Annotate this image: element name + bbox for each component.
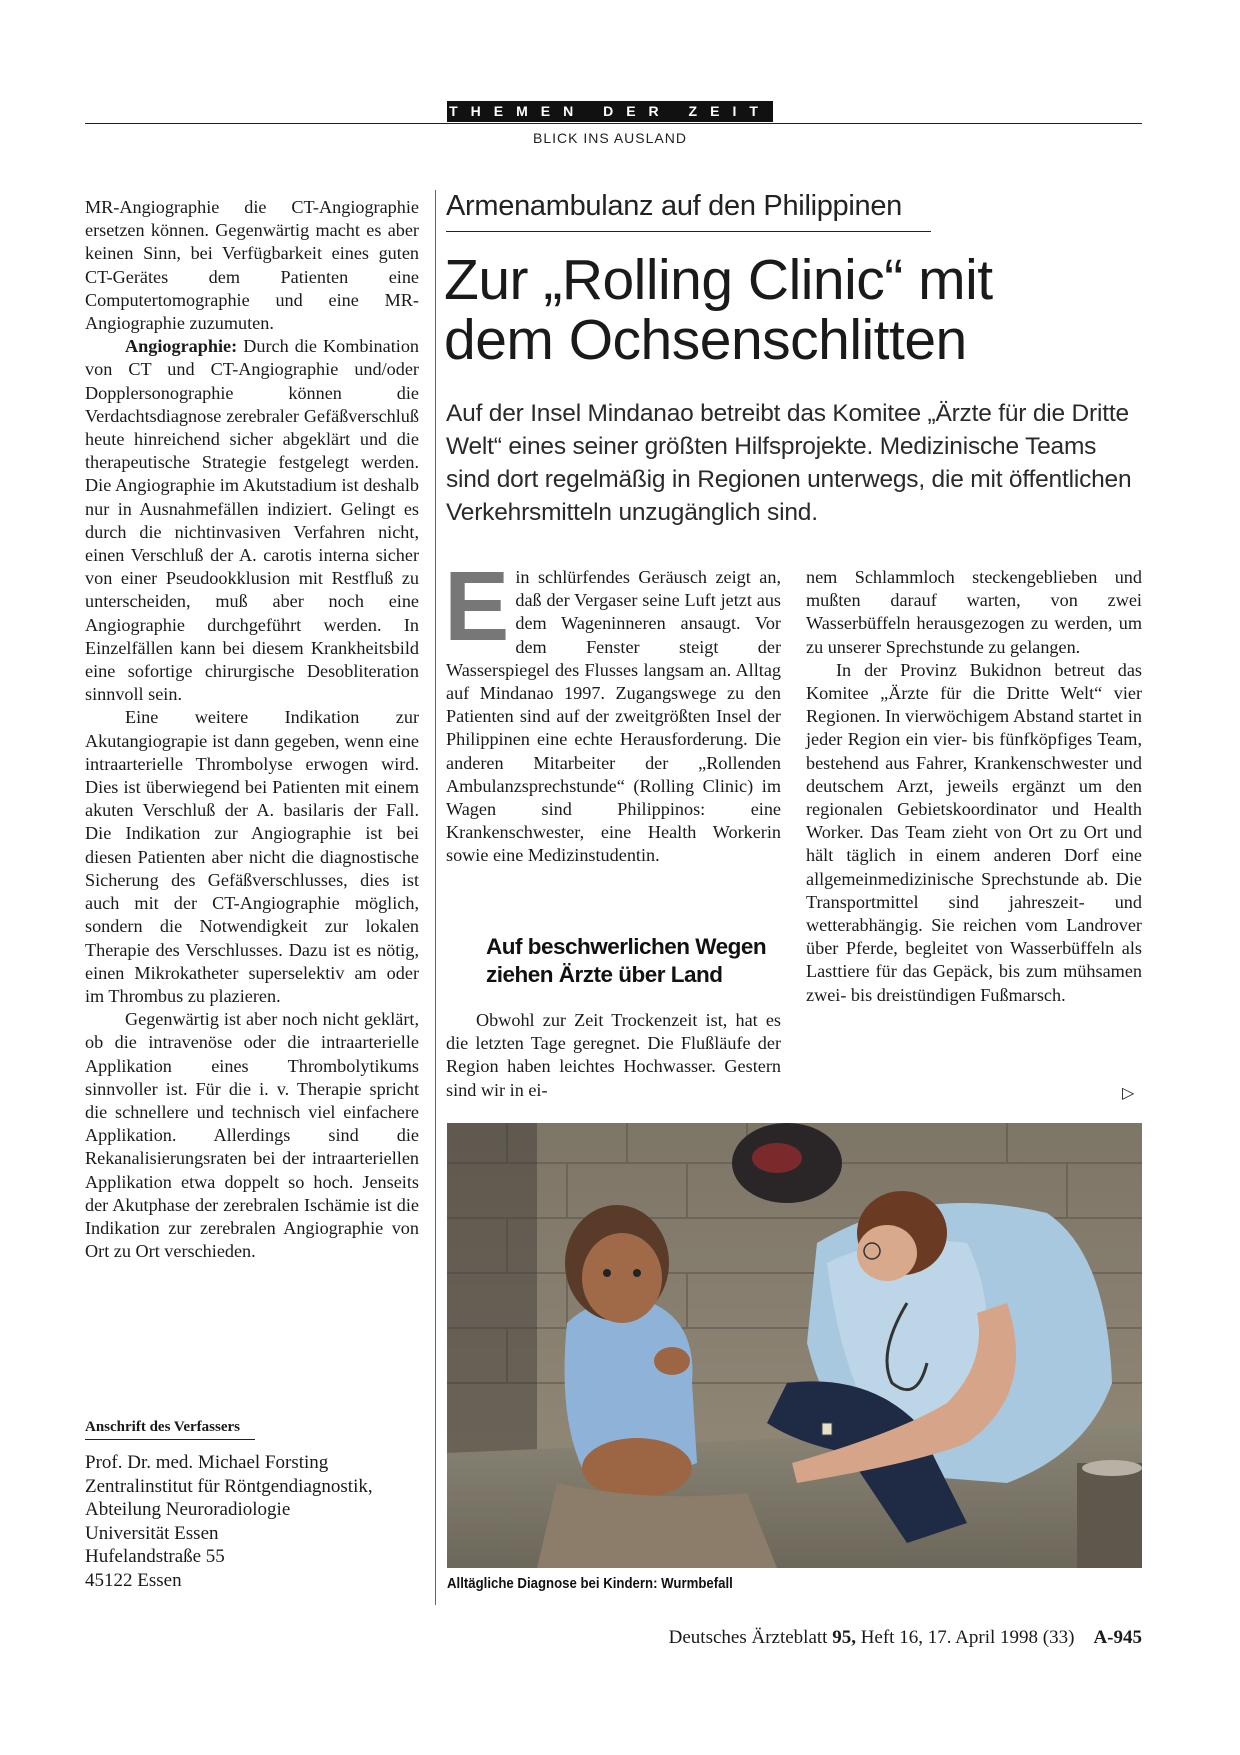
address-line: Abteilung Neuroradiologie (85, 1499, 291, 1520)
section-tag: THEMEN DER ZEIT (447, 101, 773, 122)
subsection-label: BLICK INS AUSLAND (533, 130, 687, 146)
address-line: Hufelandstraße 55 (85, 1546, 225, 1567)
address-line: Zentralinstitut für Röntgendiagnostik, (85, 1475, 373, 1497)
address-line: Universität Essen (85, 1522, 219, 1544)
address-heading: Anschrift des Verfassers (85, 1419, 255, 1440)
left-paragraph (85, 335, 419, 706)
left-paragraph: Gegenwärtig ist aber noch nicht geklärt, ob die intravenöse oder die intraarterielle Applikation eines Thrombolytikums sinnvoller ist. Für die i. v. Therapie spricht die schnellere und technisch viel einfachere Applikation. Allerdings sind die Rekanalisierungsraten bei der intraarteriellen Applikation etwa doppelt so hoch. Jenseits der Akutphase der zerebralen Ischämie ist die Indikation zur zerebralen Angiographie von Ort zu Ort verschieden. (85, 1009, 419, 1262)
author-address (85, 1451, 419, 1592)
page-number: A-945 (1093, 1627, 1142, 1648)
address-line: 45122 Essen (85, 1569, 182, 1591)
left-paragraph: MR-Angiographie die CT-Angiographie ersetzen können. Gegenwärtig macht es aber keinen Sinn, bei Verfügbarkeit eines guten CT-Gerätes dem Patienten eine Computertomographie und eine MR-Angiographie zuzumuten. (85, 197, 419, 334)
body-paragraph (444, 551, 781, 868)
article-lead: Auf der Insel Mindanao betreibt das Komitee „Ärzte für die Dritte Welt“ eines seiner größten Hilfsprojekte. Medizinische Teams sind dort regelmäßig in Regionen unterwegs, die mit öffentlichen Verkehrsmitteln unzugänglich sind. (446, 400, 1132, 526)
kicker-rule (446, 231, 931, 232)
article-column-right (806, 566, 1142, 1007)
article-headline (444, 250, 1144, 370)
journal-volume: 95, (832, 1627, 856, 1648)
column-divider (435, 190, 436, 1605)
left-paragraph-text: Durch die Kombination von CT und CT-Angiographie und/oder Dopplersonographie können die Verdachtsdiagnose zerebraler Gefäßverschluß heute hinreichend sicher abgeklärt und die therapeutische Strategie festgelegt werden. Die Angiographie im Akutstadium ist deshalb nur in Ausnahmefällen indiziert. Gelingt es durch die nichtinvasiven Verfahren nicht, einen Verschluß der A. carotis interna sicher von einer Pseudookklusion mit Restfluß zu unterscheiden, muß aber noch eine Angiographie durchgeführt werden. In Einzelfällen kann bei diesem Krankheitsbild eine sofortige chirurgische Desobliteration sinnvoll sein. (85, 336, 420, 705)
drop-cap: E (444, 551, 510, 661)
address-line: Prof. Dr. med. Michael Forsting (85, 1452, 329, 1473)
article-column-middle (444, 551, 781, 868)
article-subhead: Auf beschwerlichen Wegen ziehen Ärzte über Land (486, 934, 767, 987)
article-kicker: Armenambulanz auf den Philippinen (446, 190, 903, 222)
photo-illustration (447, 1123, 1142, 1568)
body-paragraph: Obwohl zur Zeit Trockenzeit ist, hat es die letzten Tage geregnet. Die Flußläufe der Region haben leichtes Hochwasser. Gestern sind wir in ei- (446, 1010, 781, 1100)
header-rule (85, 123, 1142, 124)
left-column (85, 196, 419, 1263)
body-paragraph: nem Schlammloch steckengeblieben und mußten darauf warten, von zwei Wasserbüffeln herausgezogen zu werden, um zu unserer Sprechstunde zu gelangen. (806, 567, 1142, 657)
angiographie-label: Angiographie: (125, 336, 238, 357)
article-column-middle-continued (446, 1009, 781, 1102)
photo-caption: Alltägliche Diagnose bei Kindern: Wurmbefall (447, 1575, 733, 1592)
continue-arrow-icon: ▷ (1122, 1085, 1135, 1102)
journal-name: Deutsches Ärzteblatt (668, 1627, 828, 1648)
body-paragraph: In der Provinz Bukidnon betreut das Komitee „Ärzte für die Dritte Welt“ vier Regionen. In vierwöchigem Abstand startet in jeder Region ein vier- bis fünfköpfiges Team, bestehend aus Fahrer, Krankenschwester und deutschem Arzt, jeweils ergänzt um den regionalen Gebietskoordinator und Health Worker. Das Team zieht von Ort zu Ort und hält täglich in einem anderen Dorf eine allgemeinmedizinische Sprechstunde ab. Die Transportmittel sind jahreszeit- und wetterabhängig. Sie reichen vom Landrover über Pferde, begleitet von Wasserbüffeln als Lasttiere für das Gepäck, bis zum mühsamen zwei- bis dreistündigen Fußmarsch. (806, 659, 1142, 1005)
left-paragraph: Eine weitere Indikation zur Akutangiograpie ist dann gegeben, wenn eine intraarterielle Thrombolyse erwogen wird. Dies ist überwiegend bei Patienten mit einem akuten Verschluß der A. basilaris der Fall. Die Indikation zur Angiographie ist bei diesen Patienten aber nicht die diagnostische Sicherung des Gefäßverschlusses, dies ist auch mit der CT-Angiographie möglich, sondern die Notwendigkeit zur lokalen Therapie des Verschlusses. Dazu ist es nötig, einen Mikrokatheter superselektiv am oder im Thrombus zu plazieren. (85, 707, 419, 1006)
body-text: in schlürfendes Geräusch zeigt an, daß der Vergaser seine Luft jetzt aus dem Wageninneren ansaugt. Vor dem Fenster steigt der Wasserspiegel des Flusses langsam an. Alltag auf Mindanao 1997. Zugangswege zu den Patienten sind auf der zweitgrößten Insel der Philippinen eine echte Herausforderung. Die anderen Mitarbeiter der „Rollenden Ambulanzsprechstunde“ (Rolling Clinic) im Wagen sind Philippinos: eine Krankenschwester, eine Health Workerin sowie eine Medizinstudentin. (446, 567, 781, 866)
page-footer (560, 1627, 1142, 1649)
article-photo (447, 1123, 1142, 1568)
headline-line: dem Ochsenschlitten (444, 308, 967, 372)
headline-line: Zur „Rolling Clinic“ mit (444, 248, 993, 312)
journal-issue: Heft 16, 17. April 1998 (33) (860, 1627, 1075, 1648)
